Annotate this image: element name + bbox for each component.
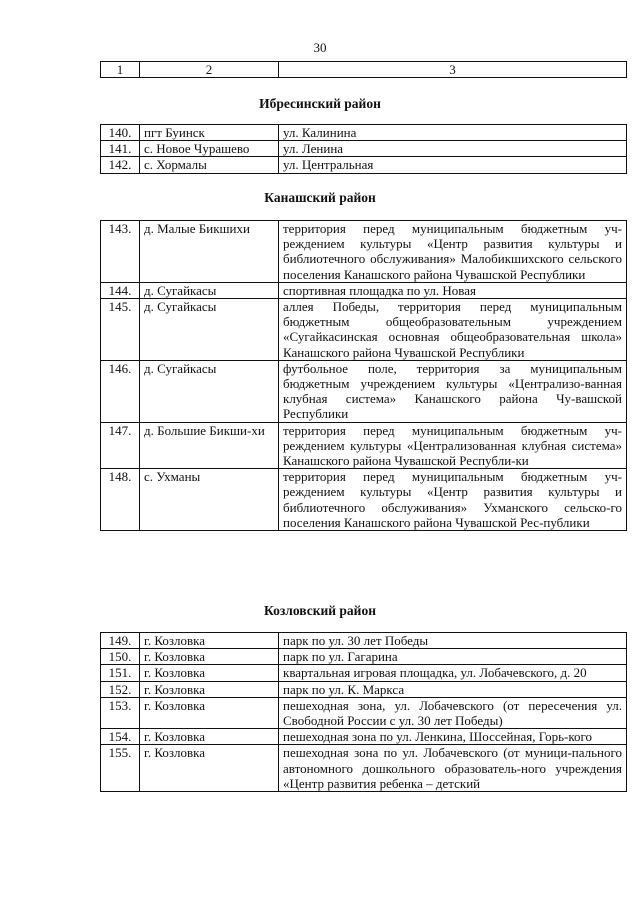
row-place: д. Малые Бикшихи: [140, 221, 279, 283]
row-place: д. Сугайкасы: [140, 282, 279, 298]
section-title: Козловский район: [263, 603, 376, 618]
row-number: 143.: [101, 221, 140, 283]
column-header: 1: [101, 62, 140, 78]
row-number: 149.: [101, 633, 140, 649]
row-number: 150.: [101, 649, 140, 665]
table-row: [101, 697, 627, 728]
column-header: 2: [140, 62, 279, 78]
row-location: пешеходная зона по ул. Лобачевского (от муници-пального автономного дошкольного образователь-ного учреждения «Центр развития ребенка – детский: [279, 745, 627, 792]
row-number: 153.: [101, 697, 140, 728]
row-number: 147.: [101, 422, 140, 469]
row-place: г. Козловка: [140, 681, 279, 697]
row-location: ул. Ленина: [279, 141, 627, 157]
row-number: 141.: [101, 141, 140, 157]
table-row: [101, 125, 627, 141]
column-header: 3: [279, 62, 627, 78]
table-row: [101, 299, 627, 361]
row-place: г. Козловка: [140, 729, 279, 745]
row-number: 148.: [101, 469, 140, 531]
row-number: 152.: [101, 681, 140, 697]
row-number: 151.: [101, 665, 140, 681]
row-place: с. Новое Чурашево: [140, 141, 279, 157]
row-location: пешеходная зона, ул. Лобачевского (от пересечения ул. Свободной России с ул. 30 лет Победы): [279, 697, 627, 728]
section-table: [100, 124, 627, 174]
table-row: [101, 360, 627, 422]
row-location: парк по ул. К. Маркса: [279, 681, 627, 697]
table-row: [101, 633, 627, 649]
row-place: г. Козловка: [140, 633, 279, 649]
row-number: 145.: [101, 299, 140, 361]
row-place: пгт Буинск: [140, 125, 279, 141]
row-place: с. Хормалы: [140, 157, 279, 173]
row-location: ул. Центральная: [279, 157, 627, 173]
table-row: [101, 649, 627, 665]
row-place: г. Козловка: [140, 745, 279, 792]
row-place: г. Козловка: [140, 649, 279, 665]
table-row: [101, 221, 627, 283]
row-place: г. Козловка: [140, 697, 279, 728]
row-place: д. Сугайкасы: [140, 299, 279, 361]
column-header-row: [101, 62, 627, 78]
table-row: [101, 157, 627, 173]
section-table: [100, 632, 627, 792]
table-row: [101, 681, 627, 697]
row-place: д. Сугайкасы: [140, 360, 279, 422]
column-header-table: [100, 61, 627, 78]
table-row: [101, 745, 627, 792]
row-place: с. Ухманы: [140, 469, 279, 531]
row-place: г. Козловка: [140, 665, 279, 681]
row-location: аллея Победы, территория перед муниципальным бюджетным общеобразовательным учреждением «Сугайкасинская основная общеобразовательная школа» Канашского района Чувашской Республики: [279, 299, 627, 361]
row-location: футбольное поле, территория за муниципальным бюджетным учреждением культуры «Централизо-ванная клубная система» Канашского района Чу-вашской Республики: [279, 360, 627, 422]
row-number: 142.: [101, 157, 140, 173]
row-location: территория перед муниципальным бюджетным уч-реждением культуры «Центр развития культуры и библиотечного обслуживания» Ухманского сельско-го поселения Канашского района Чувашской Рес-публики: [279, 469, 627, 531]
row-number: 146.: [101, 360, 140, 422]
row-location: парк по ул. Гагарина: [279, 649, 627, 665]
section-table: [100, 220, 627, 531]
section-title: Ибресинский район: [259, 96, 381, 111]
row-location: территория перед муниципальным бюджетным уч-реждением культуры «Централизованная клубная система» Канашского района Чувашской Республи-ки: [279, 422, 627, 469]
row-location: спортивная площадка по ул. Новая: [279, 282, 627, 298]
row-location: территория перед муниципальным бюджетным уч-реждением культуры «Центр развития культуры и библиотечного обслуживания» Малобикшихского сельского поселения Канашского района Чувашской Республики: [279, 221, 627, 283]
table-row: [101, 141, 627, 157]
section-title: Канашский район: [264, 190, 376, 205]
table-row: [101, 282, 627, 298]
row-location: ул. Калинина: [279, 125, 627, 141]
table-row: [101, 729, 627, 745]
row-place: д. Большие Бикши-хи: [140, 422, 279, 469]
page-number: 30: [313, 40, 327, 55]
row-number: 154.: [101, 729, 140, 745]
row-location: парк по ул. 30 лет Победы: [279, 633, 627, 649]
table-row: [101, 469, 627, 531]
table-row: [101, 665, 627, 681]
row-number: 144.: [101, 282, 140, 298]
row-location: пешеходная зона по ул. Ленкина, Шоссейная, Горь-кого: [279, 729, 627, 745]
row-number: 140.: [101, 125, 140, 141]
row-number: 155.: [101, 745, 140, 792]
table-row: [101, 422, 627, 469]
row-location: квартальная игровая площадка, ул. Лобачевского, д. 20: [279, 665, 627, 681]
